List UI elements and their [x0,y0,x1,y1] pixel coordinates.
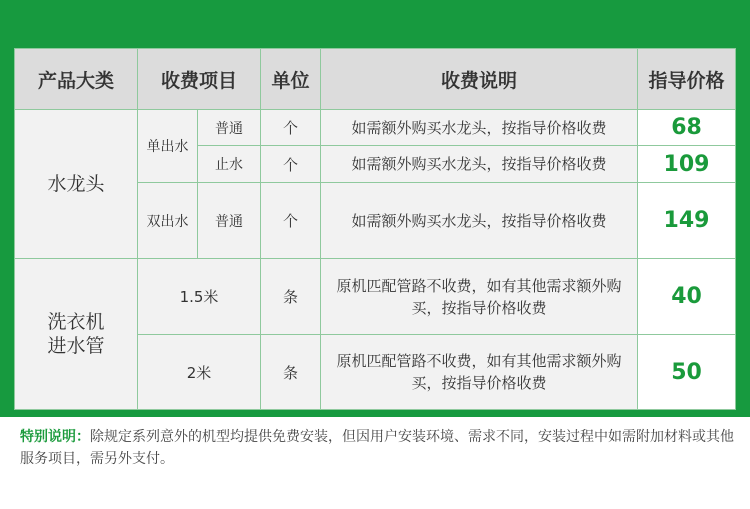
unit-cell: 个 [261,146,321,183]
description-cell: 如需额外购买水龙头，按指导价格收费 [321,183,638,259]
sub-item: 止水 [198,146,261,183]
price-table [14,48,736,410]
category-line-2: 进水管 [47,335,105,357]
pipe-length: 2米 [138,335,261,410]
description-cell: 如需额外购买水龙头，按指导价格收费 [321,110,638,146]
item-double-outlet: 双出水 [138,183,198,259]
unit-cell: 条 [261,259,321,335]
price-table-container [14,48,735,409]
price-cell: 109 [638,146,736,183]
table-header-row [15,49,736,110]
price-cell: 50 [638,335,736,410]
unit-cell: 条 [261,335,321,410]
note-label: 特别说明： [20,429,90,445]
pipe-length: 1.5米 [138,259,261,335]
price-cell: 40 [638,259,736,335]
table-row [15,259,736,335]
table-row [15,110,736,146]
header-description: 收费说明 [321,49,638,110]
unit-cell: 个 [261,110,321,146]
category-faucet: 水龙头 [15,110,138,259]
category-line-1: 洗衣机 [47,311,105,333]
item-single-outlet: 单出水 [138,110,198,183]
description-cell: 原机匹配管路不收费，如有其他需求额外购买，按指导价格收费 [321,259,638,335]
header-category: 产品大类 [15,49,138,110]
description-cell: 如需额外购买水龙头，按指导价格收费 [321,146,638,183]
header-item: 收费项目 [138,49,261,110]
special-note [20,426,735,470]
sub-item: 普通 [198,183,261,259]
header-price: 指导价格 [638,49,736,110]
sub-item: 普通 [198,110,261,146]
header-unit: 单位 [261,49,321,110]
description-cell: 原机匹配管路不收费，如有其他需求额外购买，按指导价格收费 [321,335,638,410]
note-text: 除规定系列意外的机型均提供免费安装，但因用户安装环境、需求不同，安装过程中如需附加材料或其他服务项目，需另外支付。 [20,429,734,467]
category-inlet-pipe [15,259,138,410]
price-cell: 68 [638,110,736,146]
unit-cell: 个 [261,183,321,259]
price-cell: 149 [638,183,736,259]
